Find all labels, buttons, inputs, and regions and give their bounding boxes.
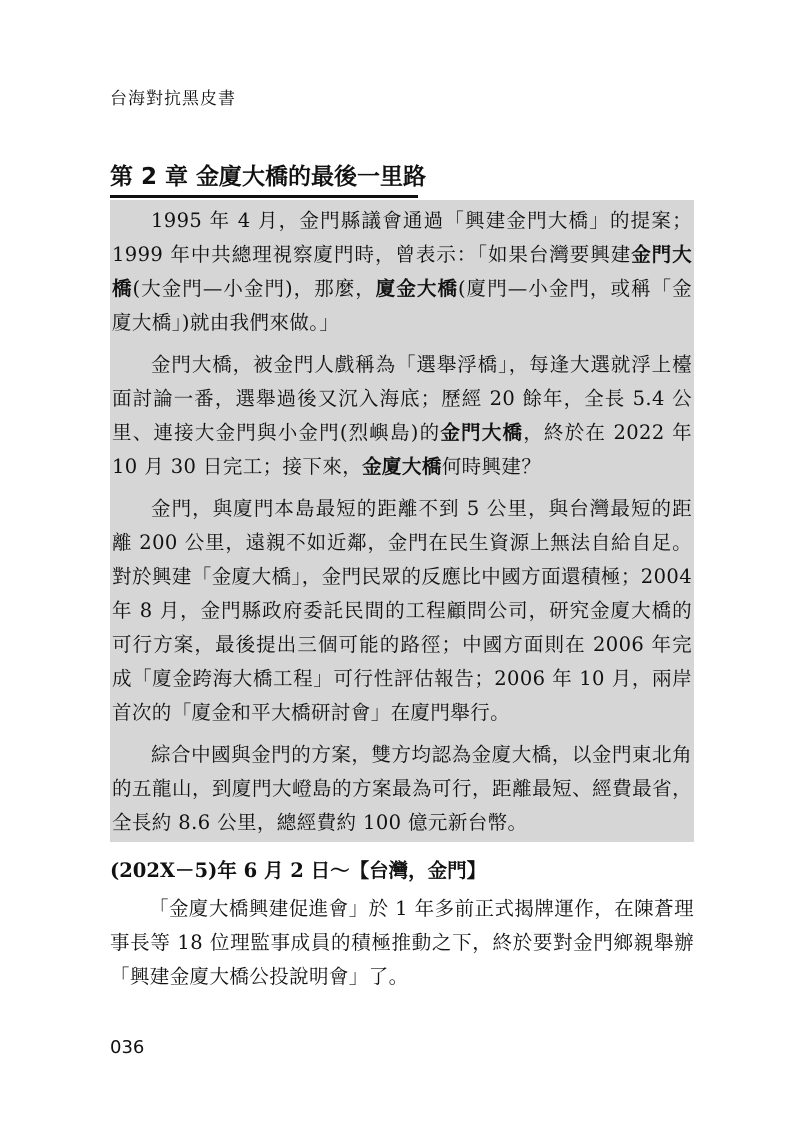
intro-p2-bold-2: 金廈大橋 bbox=[362, 455, 442, 478]
page-number: 036 bbox=[110, 1037, 145, 1058]
intro-p2-text-2: ，終於在 2022 年 10 月 30 日完工；接下來， bbox=[112, 421, 692, 478]
intro-shaded-box bbox=[110, 200, 694, 842]
intro-paragraph-4: 綜合中國與金門的方案，雙方均認為金廈大橋，以金門東北角的五龍山，到廈門大嶝島的方案最為可行，距離最短、經費最省，全長約 8.6 公里，總經費約 100 億元新台幣。 bbox=[112, 743, 692, 834]
intro-p1-text-2: (大金門—小金門)，那麼， bbox=[132, 277, 376, 300]
intro-paragraph-1 bbox=[112, 204, 692, 340]
intro-p2-text-1: 金門大橋，被金門人戲稱為「選舉浮橋」，每逢大選就浮上檯面討論一番，選舉過後又沉入海底；歷經 20 餘年，全長 5.4 公里、連接大金門與小金門(烈嶼島)的 bbox=[112, 353, 692, 444]
intro-paragraph-2 bbox=[112, 348, 692, 484]
body-paragraph-1: 「金廈大橋興建促進會」於 1 年多前正式揭牌運作，在陳蒼理事長等 18 位理監事成員的積極推動之下，終於要對金門鄉親舉辦「興建金廈大橋公投說明會」了。 bbox=[110, 897, 694, 988]
intro-p2-bold-1: 金門大橋 bbox=[440, 421, 524, 444]
scene-heading: (202X－5)年 6 月 2 日～【台灣，金門】 bbox=[110, 859, 487, 882]
intro-p1-text-1: 1995 年 4 月，金門縣議會通過「興建金門大橋」的提案；1999 年中共總理視察廈門時，曾表示：「如果台灣要興建 bbox=[112, 209, 692, 266]
intro-paragraph-3: 金門，與廈門本島最短的距離不到 5 公里，與台灣最短的距離 200 公里，遠親不如近鄰，金門在民生資源上無法自給自足。對於興建「金廈大橋」，金門民眾的反應比中國方面還積極；2004 年 8 月，金門縣政府委託民間的工程顧問公司，研究金廈大橋的可行方案，最後提出三個可能的路徑；中國方面則在 2006 年完成「廈金跨海大橋工程」可行性評估報告；2006 年 10 月，兩岸首次的「廈金和平大橋研討會」在廈門舉行。 bbox=[112, 497, 692, 724]
intro-p1-bold-1: 金門大橋 bbox=[112, 243, 693, 300]
running-head: 台海對抗黑皮書 bbox=[110, 89, 236, 109]
chapter-title: 第 2 章 金廈大橋的最後一里路 bbox=[110, 158, 418, 198]
intro-p1-bold-2: 廈金大橋 bbox=[375, 277, 458, 300]
intro-p1-text-3: (廈門—小金門，或稱「金廈大橋」)就由我們來做。」 bbox=[112, 277, 692, 334]
intro-p2-text-3: 何時興建？ bbox=[441, 455, 542, 478]
body-text bbox=[110, 892, 694, 1002]
